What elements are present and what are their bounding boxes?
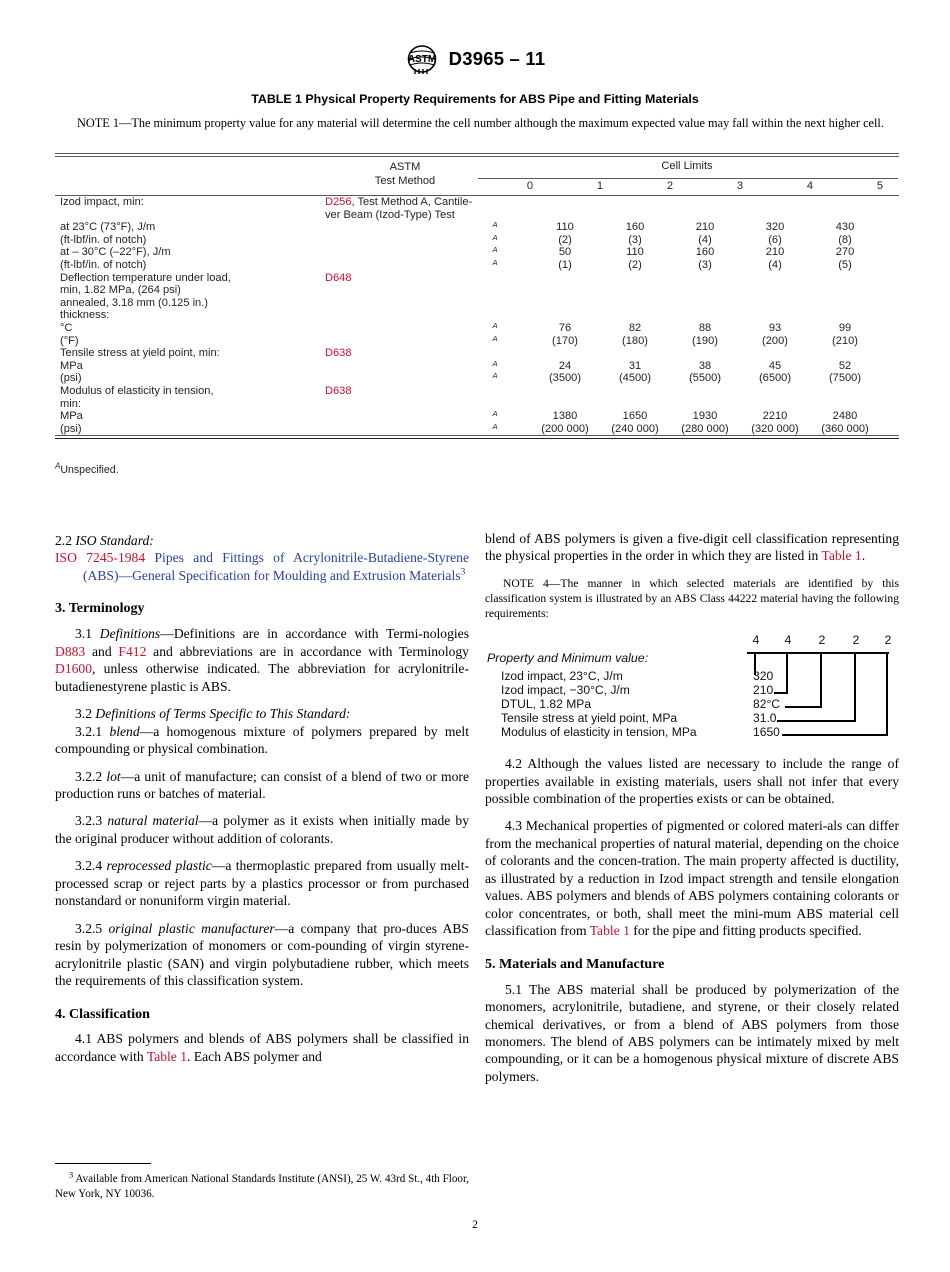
cell-value: 1380 xyxy=(552,410,578,423)
cell-value: (3) xyxy=(698,258,712,271)
cell-value: (8) xyxy=(838,233,852,246)
cell-value: (4) xyxy=(768,258,782,271)
row-label: °C xyxy=(60,321,73,334)
footnote-rule xyxy=(55,1163,151,1164)
table-row xyxy=(55,284,899,297)
unspecified-marker: A xyxy=(492,257,498,267)
section-4-3-number: 4.3 xyxy=(505,818,522,834)
cell-value: (4500) xyxy=(618,372,652,385)
section-3-1-text-c: and abbreviations are in accordance with Terminology xyxy=(146,643,469,659)
cell-limit-header-1: 1 xyxy=(596,180,604,192)
cell-value: 270 xyxy=(835,246,855,259)
test-method-ref[interactable]: D648 xyxy=(325,271,352,284)
section-3-2-5-text: —a company that pro-duces ABS resin by polymerization of monomers or com-pounding of virgin styrene-acrylonitrile plastic (SAN) and virgin polybutadiene rubber, which meets the requirements of this classification system. xyxy=(55,920,469,989)
section-3-2-2-number: 3.2.2 xyxy=(75,768,103,784)
section-3-2-2-term: lot xyxy=(106,768,121,784)
cell-value: 320 xyxy=(765,221,785,234)
section-3-2-3-paragraph xyxy=(55,812,469,847)
section-3-1-text-a: —Definitions are in accordance with Termi-nologies xyxy=(160,626,469,642)
table-row xyxy=(55,196,899,209)
cell-value: 160 xyxy=(625,221,645,234)
classification-value-5: 1650 xyxy=(753,725,780,740)
unspecified-marker: A xyxy=(492,358,498,368)
cell-limits-underline xyxy=(478,178,898,179)
unspecified-marker: A xyxy=(492,320,498,330)
ref-f412[interactable]: F412 xyxy=(118,643,147,659)
section-3-2-3-term: natural material xyxy=(107,813,199,829)
continuation-end: . xyxy=(861,548,866,564)
section-4-1-number: 4.1 xyxy=(75,1031,92,1047)
section-3-2-3-number: 3.2.3 xyxy=(75,813,103,829)
cell-value: (1) xyxy=(558,258,572,271)
table-row xyxy=(55,335,899,348)
cell-value: 160 xyxy=(695,246,715,259)
table-title: TABLE 1 Physical Property Requirements for ABS Pipe and Fitting Materials xyxy=(251,92,699,106)
section-5-heading: 5. Materials and Manufacture xyxy=(485,956,665,972)
cell-value: (360 000) xyxy=(821,422,869,435)
classification-property-4: Tensile stress at yield point, MPa xyxy=(501,711,678,726)
cell-value: 210 xyxy=(695,221,715,234)
section-4-1-paragraph xyxy=(55,1030,469,1065)
cell-value: (200) xyxy=(762,334,788,347)
unspecified-marker: A xyxy=(492,232,498,242)
section-3-2-5-term: original plastic manufacturer xyxy=(108,920,275,936)
section-3-1-text-b: and xyxy=(85,643,119,659)
cell-limit-header-5: 5 xyxy=(876,180,884,192)
cell-limit-header-4: 4 xyxy=(806,180,814,192)
page-header xyxy=(0,44,950,74)
cell-value: (320 000) xyxy=(751,422,799,435)
row-label: (°F) xyxy=(60,334,79,347)
row-test-method xyxy=(325,347,352,359)
section-5-1-paragraph xyxy=(485,981,899,1086)
table-row xyxy=(55,385,899,398)
classification-value-1: 320 xyxy=(753,669,774,684)
iso-designation[interactable]: ISO 7245-1984 xyxy=(55,550,146,566)
section-3-2-4-number: 3.2.4 xyxy=(75,858,103,874)
section-3-2-1-text: —a homogenous mixture of polymers prepared by melt compounding or physical combination. xyxy=(55,723,469,757)
cell-value: 31 xyxy=(628,359,642,372)
cell-value: 430 xyxy=(835,221,855,234)
cell-value: (280 000) xyxy=(681,422,729,435)
section-4-3-text-b: for the pipe and fitting products specified. xyxy=(629,923,862,939)
table-bottom-rule xyxy=(55,435,899,439)
astm-test-method-header xyxy=(325,160,485,188)
cell-value: (6) xyxy=(768,233,782,246)
section-2-2-title: ISO Standard: xyxy=(75,533,154,548)
astm-header-line2: Test Method xyxy=(374,175,436,188)
cell-value: 93 xyxy=(768,321,782,334)
row-label: (psi) xyxy=(60,422,82,435)
note-body: —The minimum property value for any material will determine the cell number although the maximum expected value may fall within the next higher cell. xyxy=(119,116,884,130)
section-3-2-2-paragraph xyxy=(55,768,469,803)
unspecified-marker: A xyxy=(492,220,498,230)
classification-digit-1: 4 xyxy=(752,633,760,648)
section-2-2-heading xyxy=(55,532,469,549)
note-4 xyxy=(485,576,899,621)
section-3-1-number: 3.1 xyxy=(75,626,92,642)
cell-value: 1650 xyxy=(622,410,648,423)
row-label: Tensile stress at yield point, min: xyxy=(60,347,220,360)
section-3-2-heading xyxy=(55,705,469,722)
section-3-1-term: Definitions xyxy=(99,626,161,642)
section-3-2-1-number: 3.2.1 xyxy=(75,723,103,739)
astm-logo-icon xyxy=(405,45,439,75)
note-4-label: NOTE 4 xyxy=(503,576,549,590)
row-label: at 23°C (73°F), J/m xyxy=(60,221,156,234)
section-4-3-paragraph xyxy=(485,817,899,939)
cell-limit-column-headers xyxy=(475,180,899,195)
cell-value: 45 xyxy=(768,359,782,372)
table-footnote xyxy=(55,461,119,476)
iso-title[interactable]: Pipes and Fittings of Acrylonitrile-Butadiene-Styrene (ABS)—General Specification for Moulding and Extrusion Materials xyxy=(83,550,469,583)
cell-limit-header-0: 0 xyxy=(526,180,534,192)
table-row xyxy=(55,423,899,436)
section-3-2-4-text: —a thermoplastic prepared from usually melt-processed scrap or reject parts by a plastics processor or from purchased nonstandard or nonuniform virgin material. xyxy=(55,858,469,909)
classification-value-4: 31.0 xyxy=(753,711,777,726)
unspecified-marker: A xyxy=(492,245,498,255)
classification-figure-title: Property and Minimum value: xyxy=(487,651,649,666)
cell-value: (190) xyxy=(692,334,718,347)
cell-value: (200 000) xyxy=(541,422,589,435)
section-4-2-text: Although the values listed are necessary to include the range of properties available in existing materials, users shall not infer that every possible combination of the properties exists or can be obtained. xyxy=(485,756,899,806)
row-test-method xyxy=(325,385,352,397)
cell-limit-header-2: 2 xyxy=(666,180,674,192)
classification-value-3: 82°C xyxy=(753,697,781,712)
section-3-2-4-term: reprocessed plastic xyxy=(106,858,212,874)
cell-value: (3500) xyxy=(548,372,582,385)
cell-value: (6500) xyxy=(758,372,792,385)
table-row xyxy=(55,272,899,285)
cell-value: 38 xyxy=(698,359,712,372)
row-label: min, 1.82 MPa, (264 psi) xyxy=(60,284,181,297)
test-method-ref[interactable]: D638 xyxy=(325,347,352,360)
row-label: Deflection temperature under load, xyxy=(60,271,231,284)
ref-d883[interactable]: D883 xyxy=(55,643,86,659)
row-label: MPa xyxy=(60,410,83,423)
section-3-2-title: Definitions of Terms Specific to This Standard: xyxy=(95,706,351,722)
section-5-1-text: The ABS material shall be produced by polymerization of the monomers, acrylonitrile, butadiene, and styrene, or their closely related chemical derivatives, or from a blend of ABS polymers from those monomers. The blend of ABS polymers can be intimately mixed by melt compounding, or it can be a homogenous physical mixture of discrete ABS polymers. xyxy=(485,981,899,1084)
row-test-method xyxy=(325,272,352,284)
section-3-1-text-d: , unless otherwise indicated. The abbreviation for acrylonitrile-butadienestyrene plastic is ABS. xyxy=(55,661,469,694)
table-header-row xyxy=(55,157,899,195)
physical-property-table xyxy=(55,153,899,439)
section-3-2-1-paragraph xyxy=(55,723,469,758)
cell-value: (5) xyxy=(838,258,852,271)
section-4-2-number: 4.2 xyxy=(505,756,522,772)
cell-value: 110 xyxy=(556,221,574,234)
cell-value: (2) xyxy=(558,233,572,246)
ref-d1600[interactable]: D1600 xyxy=(55,661,93,677)
table-footnote-marker: A xyxy=(55,461,61,471)
row-label: Modulus of elasticity in tension, xyxy=(60,384,214,397)
section-3-2-5-number: 3.2.5 xyxy=(75,920,103,936)
cell-value: (170) xyxy=(552,334,578,347)
section-4-1-text-b: . Each ABS polymer and xyxy=(187,1048,322,1064)
section-3-2-1-term: blend xyxy=(109,723,140,739)
section-4-1-continuation xyxy=(485,530,899,565)
note-label: NOTE 1 xyxy=(77,116,120,130)
classification-digit-4: 2 xyxy=(852,633,860,648)
section-5-1-number: 5.1 xyxy=(505,981,522,997)
unspecified-marker: A xyxy=(492,421,498,431)
cell-value: (240 000) xyxy=(611,422,659,435)
cell-value: (180) xyxy=(622,334,648,347)
classification-property-5: Modulus of elasticity in tension, MPa xyxy=(501,725,697,740)
cell-value: (3) xyxy=(628,233,642,246)
table-row xyxy=(55,259,899,272)
cell-limit-header-3: 3 xyxy=(736,180,744,192)
iso-standard-reference xyxy=(55,549,469,584)
continuation-text: blend of ABS polymers is given a five-digit cell classification representing the physical properties in the order in which they are listed in xyxy=(485,531,899,564)
astm-header-line1: ASTM xyxy=(389,161,421,173)
row-test-method: ver Beam (Izod-Type) Test xyxy=(325,208,455,221)
test-method-ref[interactable]: D256 xyxy=(325,196,352,208)
classification-property-2: Izod impact, −30°C, J/m xyxy=(501,683,630,698)
cell-value: 82 xyxy=(628,321,642,334)
page-number: 2 xyxy=(472,1218,478,1231)
table-row xyxy=(55,297,899,310)
section-2-2-number: 2.2 xyxy=(55,533,72,548)
cell-value: (2) xyxy=(628,258,642,271)
cell-value: 76 xyxy=(558,321,572,334)
classification-digit-5: 2 xyxy=(884,633,892,648)
row-label: at – 30°C (–22°F), J/m xyxy=(60,246,171,259)
svg-text:ASTM: ASTM xyxy=(407,54,436,65)
row-label: annealed, 3.18 mm (0.125 in.) xyxy=(60,296,209,309)
classification-property-1: Izod impact, 23°C, J/m xyxy=(501,669,623,684)
row-label: (ft-lbf/in. of notch) xyxy=(60,233,147,246)
classification-value-2: 210 xyxy=(753,683,774,698)
section-3-2-5-paragraph xyxy=(55,920,469,990)
unspecified-marker: A xyxy=(492,409,498,419)
section-4-heading: 4. Classification xyxy=(55,1006,150,1022)
section-3-2-4-paragraph xyxy=(55,857,469,909)
section-4-1-text-a: ABS polymers and blends of ABS polymers shall be classified in accordance with xyxy=(55,1031,469,1064)
cell-value: 210 xyxy=(765,246,785,259)
row-label: min: xyxy=(60,397,81,410)
cell-value: 50 xyxy=(558,246,572,259)
ref-table-1-a[interactable]: Table 1 xyxy=(146,1048,188,1064)
table-body xyxy=(55,196,899,435)
section-4-2-paragraph xyxy=(485,755,899,807)
cell-value: 88 xyxy=(698,321,712,334)
section-3-heading: 3. Terminology xyxy=(55,601,145,617)
cell-value: (7500) xyxy=(828,372,862,385)
page-footnote xyxy=(55,1172,469,1201)
cell-value: 2480 xyxy=(832,410,858,423)
test-method-ref[interactable]: D638 xyxy=(325,384,352,397)
table-note-1 xyxy=(55,115,898,131)
cell-value: 52 xyxy=(838,359,852,372)
unspecified-marker: A xyxy=(492,371,498,381)
cell-value: 110 xyxy=(626,246,644,259)
cell-value: 2210 xyxy=(762,410,788,423)
standard-designation: D3965 – 11 xyxy=(448,48,546,69)
section-4-3-text-a: Mechanical properties of pigmented or colored materi-als can differ from the mechanical properties of natural material, depending on the choice of colorants and the concen-tration. The main property affected is ductility, as illustrated by a reduction in Izod impact strength and tensile elongation values. ABS polymers and blends of ABS polymers containing colorants or color concentrates, or both, shall meet the mini-mum ABS material cell classification from xyxy=(485,818,899,939)
section-3-2-2-text: —a unit of manufacture; can consist of a blend of two or more production runs or batches of material. xyxy=(55,768,469,801)
section-3-1-paragraph xyxy=(55,625,469,695)
classification-digit-3: 2 xyxy=(818,633,826,648)
cell-value: 24 xyxy=(558,359,572,372)
ref-table-1-b[interactable]: Table 1 xyxy=(821,548,862,564)
table-footnote-text: Unspecified. xyxy=(60,464,119,476)
left-column xyxy=(55,530,469,1065)
section-3-2-number: 3.2 xyxy=(75,706,92,722)
cell-limits-header: Cell Limits xyxy=(661,160,713,172)
cell-value: (4) xyxy=(698,233,712,246)
row-label: Izod impact, min: xyxy=(60,196,144,208)
row-label: thickness: xyxy=(60,309,110,322)
right-column xyxy=(485,530,899,1085)
cell-classification-figure xyxy=(485,633,899,745)
page-footnote-marker: 3 xyxy=(69,1170,74,1180)
row-label: (ft-lbf/in. of notch) xyxy=(60,258,147,271)
classification-property-3: DTUL, 1.82 MPa xyxy=(501,697,592,712)
table-row xyxy=(55,372,899,385)
row-test-method: D256, Test Method A, Cantile- xyxy=(325,196,473,208)
cell-value: 99 xyxy=(838,321,852,334)
ref-table-1-c[interactable]: Table 1 xyxy=(589,923,630,939)
cell-value: (210) xyxy=(832,334,858,347)
note-4-text: —The manner in which selected materials are identified by this classification system is illustrated by an ABS Class 44222 material having the following requirements: xyxy=(485,576,899,621)
section-3-2-3-text: —a polymer as it exists when initially made by the original producer without addition of colorants. xyxy=(55,813,469,846)
row-label: MPa xyxy=(60,359,83,372)
page-footnote-text: Available from American National Standards Institute (ANSI), 25 W. 43rd St., 4th Floor, New York, NY 10036. xyxy=(55,1173,469,1200)
cell-value: 1930 xyxy=(692,410,718,423)
cell-value: (5500) xyxy=(688,372,722,385)
row-label: (psi) xyxy=(60,372,82,385)
unspecified-marker: A xyxy=(492,333,498,343)
classification-digit-2: 4 xyxy=(784,633,792,648)
iso-footnote-marker: 3 xyxy=(460,566,466,578)
